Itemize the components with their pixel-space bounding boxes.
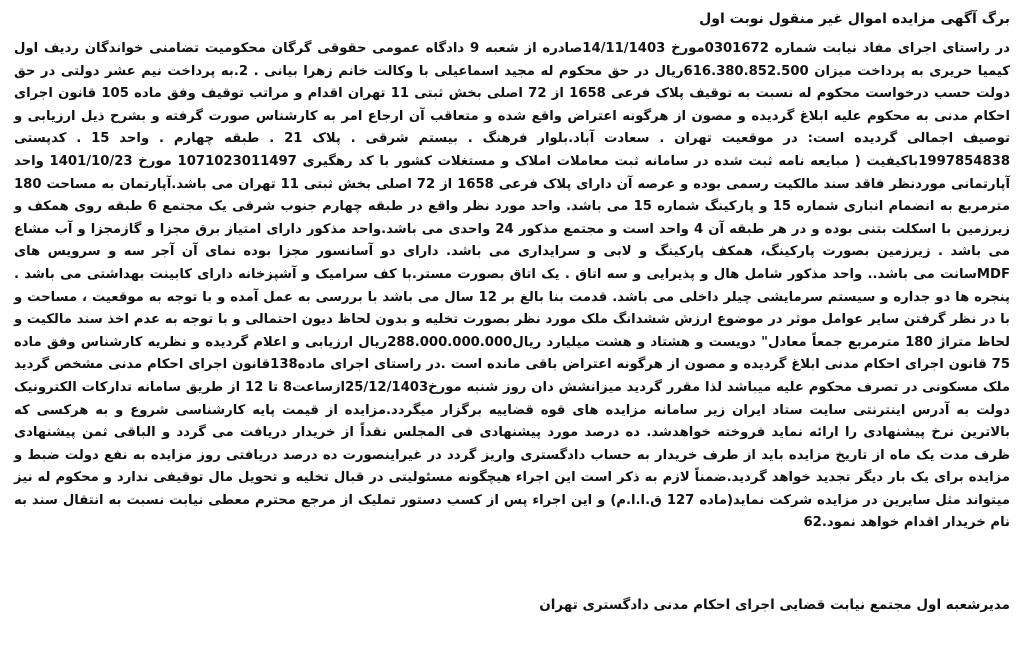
- notice-signature: مدیرشعبه اول مجتمع نیابت قضایی اجرای احکام مدنی دادگستری تهران: [539, 597, 1010, 613]
- notice-title: برگ آگهی مزایده اموال غیر منقول نوبت اول: [699, 11, 1010, 27]
- notice-body: در راستای اجرای مفاد نیابت شماره 0301672مورخ 14/11/1403صادره از شعبه 9 دادگاه عمومی حقوقی گرگان محکومیت تضامنی خواندگان ردیف اول کیمیا حریری به پرداخت میزان 616.380.852.500ریال در حق محکوم له مجید اسماعیلی با وکالت خانم زهرا بیانی . 2.به پرداخت نیم عشر دولتی در حق دولت حسب درخواست محکوم له نسبت به توقیف پلاک فرعی 1658 از 72 اصلی بخش ثبتی 11 تهران اقدام و مراتب توقیف وفق ماده 105 قانون اجرای احکام مدنی به محکوم علیه ابلاغ گردیده و مصون از هرگونه اعتراض واقع شده و متعاقب آن ارجاع امر به کارشناس صورت گرفته و بشرح ذیل ارزیابی و توصیف اجمالی گردیده است: در موقعیت تهران . سعادت آباد.بلوار فرهنگ . بیستم شرقی . پلاک 21 . طبقه چهارم . واحد 15 . کدپستی 1997854838باکیفیت ( مبایعه نامه ثبت شده در سامانه ثبت معاملات املاک و مستغلات کشور با کد رهگیری 1071023011497 مورخ 1401/10/23 واحد آپارتمانی موردنظر فاقد سند مالکیت رسمی بوده و عرصه آن دارای پلاک فرعی 1658 از 72 اصلی بخش ثبتی 11 تهران می باشد.آپارتمان به مساحت 180 مترمربع به انضمام انباری شماره 15 و پارکینگ شماره 15 می باشد. واحد مورد نظر واقع در طبقه چهارم جنوب شرقی یک مجتمع 6 طبقه روی همکف و زیرزمین با اسکلت بتنی بوده و در هر طبقه آن 4 واحد است و مجتمع مذکور 24 واحدی می باشد.واحد مذکور دارای امتیاز برق مجزا و گازمجزا و آب مشاع می باشد . زیرزمین بصورت پارکینگ، همکف پارکینگ و لابی و سرایداری می باشد. دارای دو آسانسور مجزا بوده نمای آن آجر سه و سرویس های MDFسانت می باشد.. واحد مذکور شامل هال و پذیرایی و سه اتاق . یک اتاق بصورت مستر.با کف سرامیک و آشپزخانه دارای کابینت بهداشتی می باشد . پنجره ها دو جداره و سیستم سرمایشی چیلر داخلی می باشد. قدمت بنا بالغ بر 12 سال می باشد با بررسی به عمل آمده و با توجه به موقعیت ، مساحت و با در نظر گرفتن سایر عوامل موثر در موضوع ارزش ششدانگ ملک مورد نظر بصورت تخلیه و بدون لحاظ دیون احتمالی و با توجه به عدم اخذ سند مالکیت و لحاظ متراژ 180 مترمربع جمعاً معادل" دویست و هشتاد و هشت میلیارد ریال288.000.000.000ریال ارزیابی و اعلام گردیده و نظریه کارشناس وفق ماده 75 قانون اجرای احکام مدنی ابلاغ گردیده و مصون از هرگونه اعتراض باقی مانده است .در راستای اجرای ماده138قانون اجرای احکام مدنی مشخص گردید ملک مسکونی در تصرف محکوم علیه میباشد لذا مقرر گردید میزانشش دان روز شنبه مورخ25/12/1403ازساعت8 تا 12 از طریق سامانه تدارکات الکترونیک دولت به آدرس اینترنتی سایت ستاد ایران زیر سامانه مزایده های قوه قضاییه برگزار میگردد.مزایده از قیمت پایه کارشناسی شروع و به هرکسی که بالاترین نرخ پیشنهادی را ارائه نماید فروخته خواهدشد. ده درصد مورد پیشنهادی فی المجلس نقداً از خریدار دریافت می گردد و الباقی ثمن پیشنهادی ظرف مدت یک ماه از تاریخ مزایده باید از طرف خریدار به حساب دادگستری واریز گردد در غیراینصورت ده درصد دریافتی روز مزایده به نفع دولت ضبط و مزایده برای یک بار دیگر تجدید خواهد گردید.ضمناً لازم به ذکر است این اجراء هیچگونه مسئولیتی در قبال تخلیه و تحویل مال توقیفی ندارد و محکوم له نیز میتواند مثل سایرین در مزایده شرکت نماید(ماده 127 ق.ا.ا.م) و این اجراء پس از کسب دستور تملیک از مرجع محترم معطی نیابت نسبت به انتقال سند به نام خریدار اقدام خواهد نمود.62: [14, 41, 1011, 531]
